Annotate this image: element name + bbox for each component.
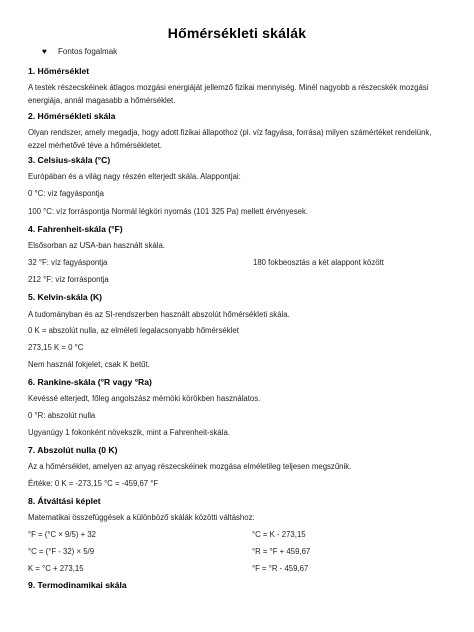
text-line: 273,15 K = 0 °C bbox=[28, 343, 84, 352]
section-heading: 1. Hőmérséklet bbox=[28, 66, 90, 76]
text-line: 100 °C: víz forráspontja Normál légköri nyomás (101 325 Pa) mellett érvényesek. bbox=[28, 207, 309, 216]
formula: K = °C + 273,15 bbox=[28, 564, 84, 573]
text-line: Értéke: 0 K = -273,15 °C = -459,67 °F bbox=[28, 479, 159, 488]
heart-icon: ♥ bbox=[42, 47, 47, 56]
text-line: 32 °F: víz fagyáspontja bbox=[28, 258, 108, 267]
text-line: Az a hőmérséklet, amelyen az anyag részecskéinek mozgása elméletileg teljesen megszűnik. bbox=[28, 462, 352, 471]
text-line: 0 °R: abszolút nulla bbox=[28, 411, 96, 420]
bullet-text: Fontos fogalmak bbox=[58, 47, 118, 56]
section-heading: 7. Abszolút nulla (0 K) bbox=[28, 445, 118, 455]
text-line: Matematikai összefüggések a különböző skálák közötti váltáshoz: bbox=[28, 513, 255, 522]
formula: °F = °R - 459,67 bbox=[252, 564, 309, 573]
text-line: Kevéssé elterjedt, főleg angolszász mérnöki körökben használatos. bbox=[28, 394, 261, 403]
section-heading: 4. Fahrenheit-skála (°F) bbox=[28, 224, 123, 234]
section-paragraph: A testek részecskéinek átlagos mozgási energiáját jellemző fizikai mennyiség. Minél nagyobb a részecskék mozgási energiája, annál magasabb a hőmérséklet. bbox=[28, 83, 429, 105]
section-paragraph: Olyan rendszer, amely megadja, hogy adott fizikai állapothoz (pl. víz fagyása, forrása) milyen számértéket rendelünk, ezzel mérhetővé téve a hőmérsékletet. bbox=[28, 128, 432, 150]
bullet-item bbox=[42, 47, 117, 56]
text-line: Európában és a világ nagy részén elterjedt skála. Alappontjai: bbox=[28, 172, 241, 181]
formula: °F = (°C × 9/5) + 32 bbox=[28, 530, 96, 539]
section-heading: 9. Termodinamikai skála bbox=[28, 580, 127, 590]
formula: °C = (°F - 32) × 5/9 bbox=[28, 547, 95, 556]
page-title: Hőmérsékleti skálák bbox=[167, 25, 307, 41]
section-heading: 5. Kelvin-skála (K) bbox=[28, 292, 103, 302]
formula: °R = °F + 459,67 bbox=[252, 547, 311, 556]
section-heading: 8. Átváltási képlet bbox=[28, 496, 101, 506]
section-heading: 3. Celsius-skála (°C) bbox=[28, 155, 111, 165]
text-line: Elsősorban az USA-ban használt skála. bbox=[28, 241, 165, 250]
text-line: 180 fokbeosztás a két alappont között bbox=[253, 258, 384, 267]
formula: °C = K - 273,15 bbox=[252, 530, 306, 539]
text-line: 212 °F: víz forráspontja bbox=[28, 275, 109, 284]
text-line: Ugyanúgy 1 fokonként növekszik, mint a Fahrenheit-skála. bbox=[28, 428, 230, 437]
section-heading: 6. Rankine-skála (°R vagy °Ra) bbox=[28, 377, 152, 387]
text-line: A tudományban és az SI-rendszerben használt abszolút hőmérsékleti skála. bbox=[28, 310, 290, 319]
section-heading: 2. Hőmérsékleti skála bbox=[28, 111, 116, 121]
text-line: Nem használ fokjelet, csak K betűt. bbox=[28, 360, 150, 369]
text-line: 0 K = abszolút nulla, az elméleti legalacsonyabb hőmérséklet bbox=[28, 326, 239, 335]
text-line: 0 °C: víz fagyáspontja bbox=[28, 189, 104, 198]
